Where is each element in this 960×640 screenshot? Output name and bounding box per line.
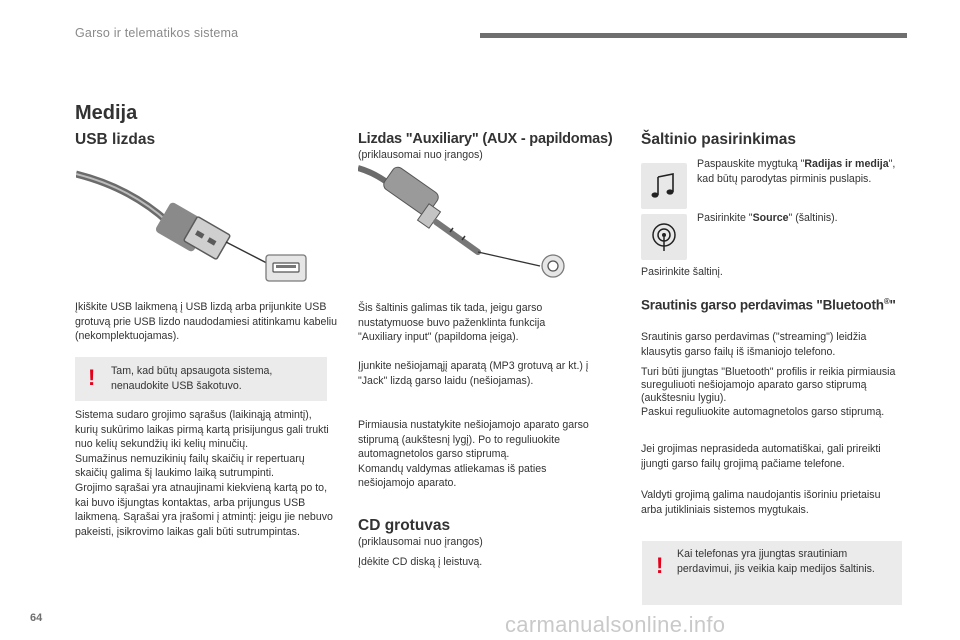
cd-text: Įdėkite CD diską į leistuvą. (358, 556, 483, 568)
usb-illustration (76, 162, 316, 290)
usb-warning-text: Tam, kad būtų apsaugota sistema, nenaudokite USB šakotuvo. (111, 365, 273, 392)
cd-heading: CD grotuvas (358, 517, 451, 534)
bluetooth-text-3: Jei grojimas neprasideda automatiškai, gali prireikti įjungti garso failų grojimą pačiame telefone. (641, 443, 881, 470)
usb-port-icon (266, 255, 306, 281)
warning-icon: ! (88, 365, 96, 390)
music-note-icon (641, 163, 687, 209)
bluetooth-heading-text: Srautinis garso perdavimas "Bluetooth (641, 297, 884, 313)
watermark: carmanualsonline.info (505, 612, 726, 637)
cd-heading-wrap (358, 517, 450, 535)
aux-heading: Lizdas "Auxiliary" (AUX - papildomas) (358, 131, 613, 147)
aux-subheading: (priklausomai nuo įrangos) (358, 149, 483, 161)
header-title: Garso ir telematikos sistema (75, 26, 239, 40)
step2-bold: Source (752, 212, 789, 224)
usb-intro-text: Įkiškite USB laikmeną į USB lizdą arba prijunkite USB grotuvą prie USB lizdo naudodamiesi atitinkamu kabeliu (nekomplektuojamas). (75, 301, 338, 343)
bluetooth-heading-close: " (889, 297, 896, 313)
usb-heading-wrap (75, 131, 155, 149)
source-step-1 (697, 157, 907, 186)
source-icon (641, 214, 687, 260)
registered-mark: ® (883, 297, 890, 306)
aux-text-3: Pirmiausia nustatykite nešiojamojo aparato garso stiprumą (aukštesnį lygį). Po to reguliuokite automagnetolos garso stiprumą. Komandų valdymas atliekamas iš paties nešiojamojo aparato. (358, 419, 589, 490)
aux-illustration (358, 162, 568, 284)
source-step-2 (697, 211, 907, 226)
section-title: Medija (75, 102, 138, 124)
header-bar (480, 33, 907, 38)
step1-bold: Radijas ir medija (804, 158, 889, 170)
bluetooth-text-2: Turi būti įjungtas "Bluetooth" profilis ir reikia pirmiausia sureguliuoti nešiojamojo aparato garso stiprumą (aukštesniu lygiu). Paskui reguliuokite automagnetolos garso stiprumą. (641, 366, 896, 418)
bluetooth-heading-wrap (641, 297, 896, 313)
bluetooth-heading (641, 297, 896, 313)
bluetooth-text-4: Valdyti grojimą galima naudojantis išoriniu prietaisu arba jutikliniais sistemos mygtukais. (641, 489, 881, 516)
step2-post: " (šaltinis). (788, 212, 838, 224)
aux-text-2: Įjunkite nešiojamąjį aparatą (MP3 grotuvą ar kt.) į "Jack" lizdą garso laidu (nešiojamas). (358, 360, 589, 387)
aux-text-1: Šis šaltinis galimas tik tada, jeigu garso nustatymuose buvo paženklinta funkcija "Auxiliary input" (papildoma įeiga). (358, 302, 546, 344)
step1-post: ", kad būtų parodytas pirminis puslapis. (697, 158, 896, 185)
page-number: 64 (30, 612, 43, 624)
source-heading-wrap (641, 131, 796, 149)
jack-plug-icon (358, 165, 540, 266)
jack-port-icon (542, 255, 564, 277)
step2-pre: Pasirinkite " (697, 212, 753, 224)
bluetooth-warning-text: Kai telefonas yra įjungtas srautiniam perdavimui, jis veikia kaip medijos šaltinis. (677, 548, 875, 575)
bluetooth-text-1: Srautinis garso perdavimas ("streaming") leidžia klausytis garso failų iš išmaniojo telefono. (641, 331, 867, 358)
usb-warning-box (75, 357, 327, 401)
warning-icon: ! (656, 553, 664, 578)
cd-subheading: (priklausomai nuo įrangos) (358, 536, 483, 548)
bluetooth-warning-box (642, 541, 902, 605)
source-step-3: Pasirinkite šaltinį. (641, 266, 723, 278)
step1-pre: Paspauskite mygtuką " (697, 158, 805, 170)
usb-body-text: Sistema sudaro grojimo sąrašus (laikinąją atmintį), kurių sukūrimo laikas pirmą kartą prisijungus gali trukti nuo kelių sekundžių iki kelių minučių. Sumažinus nemuzikinių failų skaičių ir repertuarų skaičių galima šį laukimo laiką sutrumpinti. Grojimo sąrašai yra atnaujinami kiekvieną kartą po to, kai buvo išjungtas kontaktas, arba prijungus USB laikmeną. Sąrašai yra įrašomi į atmintį: jeigu jie nebuvo pakeisti, įsikrovimo laikas gali būti sutrumpintas. (75, 409, 333, 538)
aux-heading-wrap (358, 131, 613, 147)
usb-plug-icon (76, 174, 288, 274)
source-heading: Šaltinio pasirinkimas (641, 131, 797, 148)
usb-heading: USB lizdas (75, 131, 156, 148)
